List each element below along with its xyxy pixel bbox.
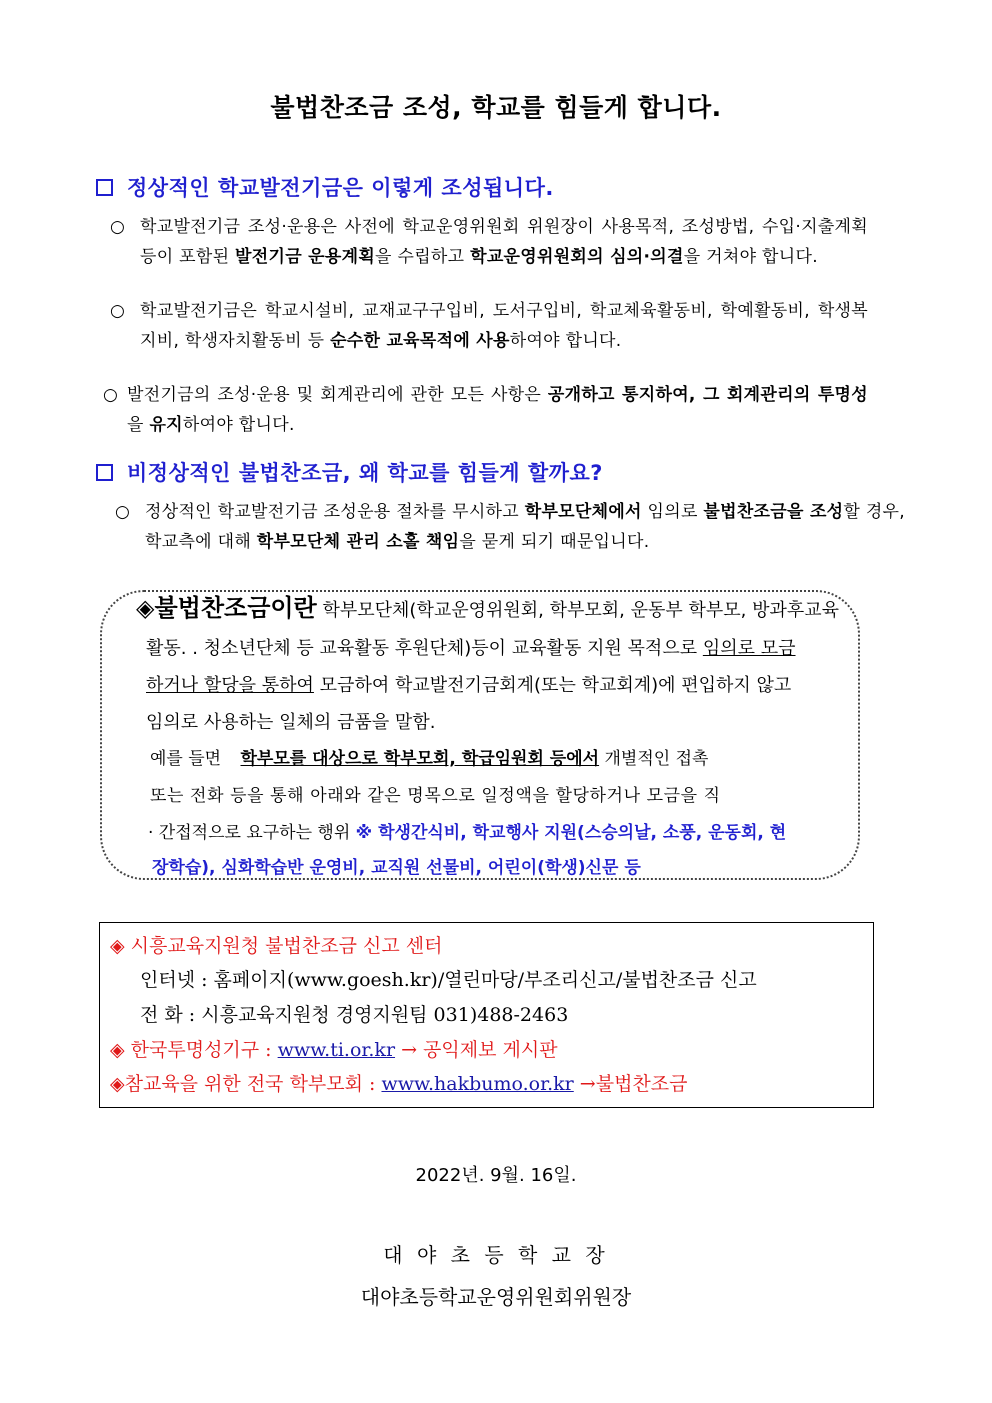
normal-item-1-bold-plan: 발전기금 운용계획 [235, 247, 376, 267]
report-phone-value: 시흥교육지원청 경영지원팀 031)488-2463 [201, 1004, 569, 1026]
report-ti-after: → 공익제보 게시판 [395, 1039, 558, 1061]
illegal-item-1-bold-parent-group: 학부모단체에서 [524, 502, 642, 522]
definition-text-1: 학부모단체(학교운영위원회, 학부모회, 운동부 학부모, 방과후교육 [322, 600, 840, 621]
normal-item-2-bold: 순수한 교육목적에 사용 [330, 331, 510, 351]
normal-item-2 [110, 296, 868, 356]
definition-underline-3: 학부모를 대상으로 학부모회, 학급임원회 등에서 [240, 749, 600, 769]
definition-line-6: 또는 전화 등을 통해 아래와 같은 명목으로 일정액을 할당하거나 모금을 직 [150, 786, 721, 806]
definition-line-3 [146, 667, 791, 704]
normal-item-1-text-3: 을 거쳐야 합니다. [683, 247, 818, 267]
normal-item-1 [110, 212, 868, 272]
definition-line-2 [146, 630, 796, 667]
circle-bullet-icon: ○ [110, 217, 126, 237]
normal-item-3-text: 발전기금의 조성·운용 및 회계관리에 관한 모든 사항은 [127, 385, 542, 405]
report-ti-label: ◈ 한국투명성기구 : [110, 1039, 278, 1061]
illegal-item-1-text-4: 을 묻게 되기 때문입니다. [459, 532, 650, 552]
section-illegal-heading [96, 457, 603, 487]
illegal-item-1-bold-responsibility: 학부모단체 관리 소홀 책임 [256, 532, 460, 552]
definition-text-5: 예를 들면 [150, 749, 222, 769]
report-ti-link[interactable]: www.ti.or.kr [277, 1039, 396, 1061]
circle-bullet-icon: ○ [110, 301, 126, 321]
illegal-item-1-bold-create: 불법찬조금을 조성 [703, 502, 844, 522]
illegal-item-1-text-2: 임의로 [647, 502, 698, 522]
report-hakbumo-link[interactable]: www.hakbumo.or.kr [381, 1073, 574, 1095]
definition-text-5b: 개별적인 접촉 [604, 749, 709, 769]
normal-item-1-text-2: 을 수립하고 [375, 247, 465, 267]
report-internet-value: 홈페이지(www.goesh.kr)/열린마당/부조리신고/불법찬조금 신고 [213, 969, 757, 991]
report-internet [140, 965, 757, 992]
report-ti [110, 1035, 558, 1062]
report-internet-label: 인터넷 : [140, 969, 214, 991]
definition-underline-2: 하거나 할당을 통하여 [146, 675, 314, 696]
illegal-item-1 [115, 497, 905, 557]
definition-line-5 [150, 741, 708, 778]
report-hakbumo-after: →불법찬조금 [573, 1073, 688, 1095]
illegal-item-1-text: 정상적인 학교발전기금 조성운용 절차를 무시하고 [145, 502, 519, 522]
report-hakbumo [110, 1069, 688, 1096]
definition-text-3: 모금하여 학교발전기금회계(또는 학교회계)에 편입하지 않고 [319, 675, 792, 696]
report-center-title: ◈ 시흥교육지원청 불법찬조금 신고 센터 [110, 935, 443, 957]
normal-item-3-text-2: 을 [127, 415, 144, 435]
checkbox-square-icon [96, 179, 113, 196]
definition-line-1 [136, 590, 839, 629]
section-normal-heading [96, 172, 554, 202]
normal-item-3 [103, 380, 869, 440]
report-center-box [99, 922, 874, 1108]
signer-committee: 대야초등학교운영위원회위원장 [360, 1285, 632, 1309]
section-illegal-heading-text: 비정상적인 불법찬조금, 왜 학교를 힘들게 할까요? [127, 461, 603, 485]
definition-text-7: · 간접적으로 요구하는 행위 [148, 823, 351, 843]
page-title: 불법찬조금 조성, 학교를 힘들게 합니다. [270, 93, 722, 122]
definition-examples-2: 장학습), 심화학습반 운영비, 교직원 선물비, 어린이(학생)신문 등 [152, 858, 641, 878]
section-normal-heading-text: 정상적인 학교발전기금은 이렇게 조성됩니다. [127, 176, 554, 200]
definition-line-7 [148, 815, 786, 852]
normal-item-3-bold-maintain: 유지 [149, 415, 183, 435]
definition-heading: ◈불법찬조금이란 [136, 594, 317, 622]
normal-item-3-text-3: 하여야 합니다. [182, 415, 295, 435]
definition-examples-1: ※ 학생간식비, 학교행사 지원(스승의날, 소풍, 운동회, 현 [355, 823, 787, 843]
report-phone-label: 전 화 : [140, 1004, 202, 1026]
signer-principal: 대 야 초 등 학 교 장 [383, 1243, 609, 1267]
report-phone [140, 1000, 568, 1027]
definition-underline-1: 임의로 모금 [702, 638, 796, 659]
circle-bullet-icon: ○ [103, 385, 119, 405]
normal-item-1-bold-council: 학교운영위원회의 심의·의결 [470, 247, 684, 267]
report-hakbumo-label: ◈참교육을 위한 전국 학부모회 : [110, 1073, 382, 1095]
normal-item-2-text-2: 하여야 합니다. [509, 331, 622, 351]
checkbox-square-icon [96, 464, 113, 481]
circle-bullet-icon: ○ [115, 502, 131, 522]
definition-text-2: 활동. . 청소년단체 등 교육활동 후원단체)등이 교육활동 지원 목적으로 [146, 638, 698, 659]
normal-item-3-bold-transparency: 공개하고 통지하여, 그 회계관리의 투명성 [547, 385, 869, 405]
normal-item-1-text: 학교발전기금 조성·운용은 사전에 학교운영위원회 위원장이 사용목적, 조성방법, 수입·지출계획 등이 포함된 [140, 217, 868, 267]
normal-item-2-text: 학교발전기금은 학교시설비, 교재교구구입비, 도서구입비, 학교체육활동비, 학예활동비, 학생복지비, 학생자치활동비 등 [140, 301, 868, 351]
definition-line-4: 임의로 사용하는 일체의 금품을 말함. [146, 712, 436, 733]
date: 2022년. 9월. 16일. [415, 1165, 577, 1186]
illegal-item-1-text-3: 할 경우, 학교측에 대해 [145, 502, 905, 552]
